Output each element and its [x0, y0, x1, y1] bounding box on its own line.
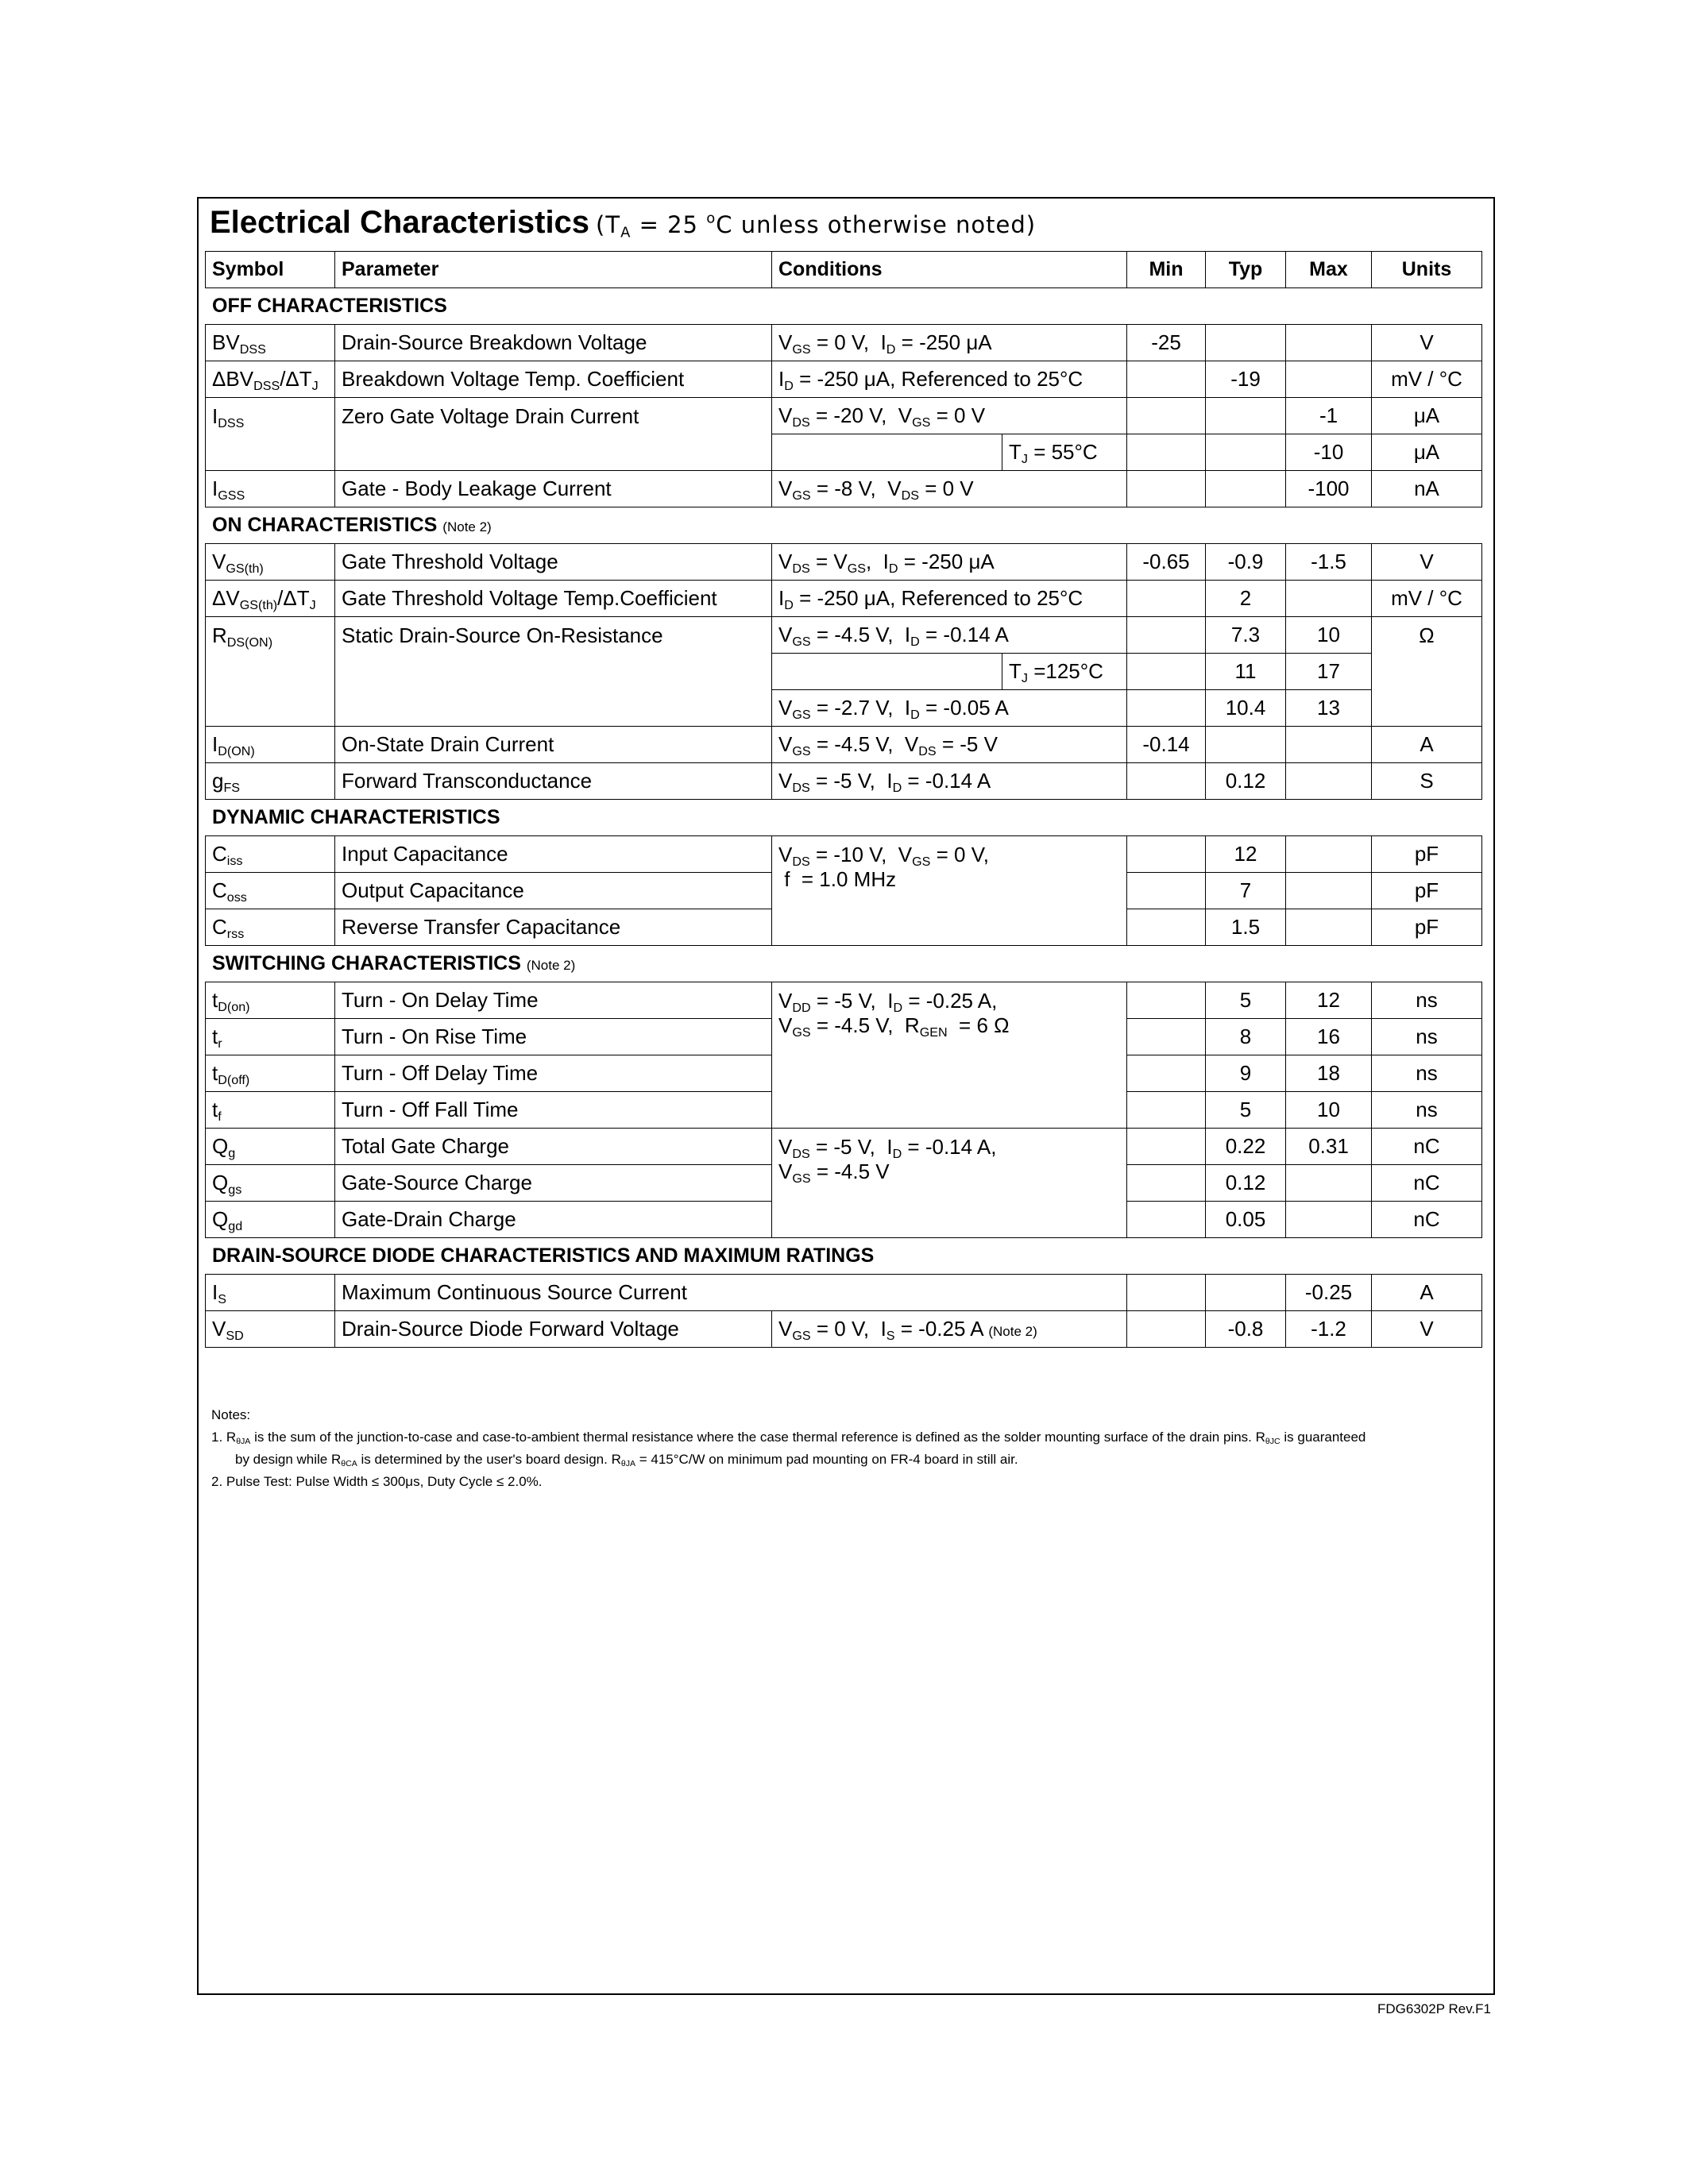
- section-on: ON CHARACTERISTICS (Note 2): [206, 507, 1482, 544]
- parameter-cell: Drain-Source Diode Forward Voltage: [335, 1311, 772, 1348]
- symbol-cell: $\Delta V_{GS(th)}/\Delta T_J$: [206, 581, 335, 617]
- symbol-cell: $I_{GSS}$: [206, 471, 335, 507]
- max-cell: 16: [1286, 1019, 1372, 1055]
- typ-cell: 0.12: [1206, 1165, 1286, 1202]
- max-cell: 10: [1286, 1092, 1372, 1129]
- header-conditions: Conditions: [772, 252, 1127, 288]
- section-switching: SWITCHING CHARACTERISTICS (Note 2): [206, 946, 1482, 982]
- typ-cell: 7.3: [1206, 617, 1286, 654]
- min-cell: -0.65: [1127, 544, 1206, 581]
- units-cell: nC: [1372, 1202, 1482, 1238]
- typ-cell: 0.12: [1206, 763, 1286, 800]
- header-row: [206, 252, 1482, 288]
- condition-cell: $V_{DS} = -5$ V, $I_D = -0.14$ A, $V_{GS} = -4.5$ V: [772, 1129, 1127, 1238]
- condition-cell: $I_D = -250$ μA, Referenced to 25°C: [772, 581, 1127, 617]
- table-row: [206, 398, 1482, 434]
- header-units: Units: [1372, 252, 1482, 288]
- condition-cell: $V_{DS} = -20$ V, $V_{GS} = 0$ V: [772, 398, 1127, 434]
- symbol-cell: $g_{FS}$: [206, 763, 335, 800]
- min-cell: [1127, 1092, 1206, 1129]
- header-parameter: Parameter: [335, 252, 772, 288]
- condition-cell: $T_J = 55^\circ C$: [1002, 434, 1127, 471]
- max-cell: -1.2: [1286, 1311, 1372, 1348]
- max-cell: 10: [1286, 617, 1372, 654]
- symbol-cell: $C_{rss}$: [206, 909, 335, 946]
- units-cell: Ω: [1372, 617, 1482, 727]
- units-cell: ns: [1372, 982, 1482, 1019]
- table-row: [206, 836, 1482, 873]
- units-cell: nC: [1372, 1129, 1482, 1165]
- parameter-cell: Forward Transconductance: [335, 763, 772, 800]
- min-cell: [1127, 361, 1206, 398]
- min-cell: [1127, 617, 1206, 654]
- condition-cell: $V_{GS} = -4.5$ V, $V_{DS} = -5$ V: [772, 727, 1127, 763]
- units-cell: mV / °C: [1372, 361, 1482, 398]
- electrical-characteristics-table: [205, 251, 1482, 1348]
- min-cell: [1127, 690, 1206, 727]
- max-cell: [1286, 763, 1372, 800]
- units-cell: V: [1372, 1311, 1482, 1348]
- typ-cell: 0.22: [1206, 1129, 1286, 1165]
- symbol-cell: $BV_{DSS}$: [206, 325, 335, 361]
- typ-cell: 5: [1206, 1092, 1286, 1129]
- parameter-cell: Static Drain-Source On-Resistance: [335, 617, 772, 727]
- note-2: 2. Pulse Test: Pulse Width ≤ 300μs, Duty Cycle ≤ 2.0%.: [211, 1474, 543, 1489]
- units-cell: V: [1372, 325, 1482, 361]
- table-row: [206, 982, 1482, 1019]
- symbol-cell: $Q_{gd}$: [206, 1202, 335, 1238]
- max-cell: -1.5: [1286, 544, 1372, 581]
- parameter-cell: Drain-Source Breakdown Voltage: [335, 325, 772, 361]
- symbol-cell: $V_{SD}$: [206, 1311, 335, 1348]
- symbol-cell: $t_{D(off)}$: [206, 1055, 335, 1092]
- title-main: Electrical Characteristics: [210, 205, 590, 240]
- units-cell: A: [1372, 727, 1482, 763]
- table-row: [206, 1311, 1482, 1348]
- table-row: [206, 361, 1482, 398]
- min-cell: [1127, 909, 1206, 946]
- symbol-cell: $C_{iss}$: [206, 836, 335, 873]
- max-cell: -10: [1286, 434, 1372, 471]
- min-cell: [1127, 1202, 1206, 1238]
- max-cell: [1286, 909, 1372, 946]
- max-cell: [1286, 727, 1372, 763]
- min-cell: [1127, 471, 1206, 507]
- table-row: [206, 471, 1482, 507]
- min-cell: -0.14: [1127, 727, 1206, 763]
- symbol-cell: $I_S$: [206, 1275, 335, 1311]
- max-cell: [1286, 873, 1372, 909]
- parameter-cell: Breakdown Voltage Temp. Coefficient: [335, 361, 772, 398]
- max-cell: [1286, 581, 1372, 617]
- units-cell: pF: [1372, 909, 1482, 946]
- parameter-cell: Turn - Off Fall Time: [335, 1092, 772, 1129]
- units-cell: ns: [1372, 1092, 1482, 1129]
- table-row: [206, 727, 1482, 763]
- table-row: [206, 1275, 1482, 1311]
- table-row: [206, 544, 1482, 581]
- condition-cell: $V_{DS} = -5$ V, $I_D = -0.14$ A: [772, 763, 1127, 800]
- parameter-cell: Gate - Body Leakage Current: [335, 471, 772, 507]
- condition-cell: $I_D = -250$ μA, Referenced to 25°C: [772, 361, 1127, 398]
- typ-cell: 1.5: [1206, 909, 1286, 946]
- title-conditions: ($T_A = 25$ $^o$C unless otherwise noted): [596, 210, 1037, 241]
- typ-cell: 10.4: [1206, 690, 1286, 727]
- symbol-cell: $Q_{gs}$: [206, 1165, 335, 1202]
- min-cell: [1127, 581, 1206, 617]
- condition-cell: $V_{DS} = -10$ V, $V_{GS} = 0$ V, f = 1.0 MHz: [772, 836, 1127, 946]
- parameter-cell: Gate Threshold Voltage Temp.Coefficient: [335, 581, 772, 617]
- units-cell: pF: [1372, 836, 1482, 873]
- notes-heading: Notes:: [211, 1407, 251, 1422]
- symbol-cell: $I_{D(ON)}$: [206, 727, 335, 763]
- table-row: [206, 1129, 1482, 1165]
- max-cell: 18: [1286, 1055, 1372, 1092]
- symbol-cell: $Q_g$: [206, 1129, 335, 1165]
- condition-blank: [772, 654, 1002, 690]
- footer-part-revision: FDG6302P Rev.F1: [1377, 2001, 1491, 2016]
- max-cell: 0.31: [1286, 1129, 1372, 1165]
- symbol-cell: $V_{GS(th)}$: [206, 544, 335, 581]
- max-cell: -0.25: [1286, 1275, 1372, 1311]
- units-cell: ns: [1372, 1019, 1482, 1055]
- parameter-cell: Input Capacitance: [335, 836, 772, 873]
- units-cell: μA: [1372, 434, 1482, 471]
- units-cell: nA: [1372, 471, 1482, 507]
- units-cell: ns: [1372, 1055, 1482, 1092]
- min-cell: [1127, 873, 1206, 909]
- section-diode: DRAIN-SOURCE DIODE CHARACTERISTICS AND MAXIMUM RATINGS: [206, 1238, 1482, 1275]
- max-cell: 17: [1286, 654, 1372, 690]
- section-off: OFF CHARACTERISTICS: [206, 288, 1482, 325]
- symbol-cell: $I_{DSS}$: [206, 398, 335, 471]
- parameter-cell: Reverse Transfer Capacitance: [335, 909, 772, 946]
- condition-cell: $V_{GS} = -4.5$ V, $I_D = -0.14$ A: [772, 617, 1127, 654]
- section-row: [206, 800, 1482, 836]
- min-cell: [1127, 1129, 1206, 1165]
- min-cell: [1127, 1019, 1206, 1055]
- parameter-cell: Zero Gate Voltage Drain Current: [335, 398, 772, 471]
- note-1-continued: by design while $R_{\theta CA}$ is determined by the user's board design. $R_{\theta JA} = 415^\circ C/W$ on minimum pad mounting on FR-4 board in still air.: [235, 1452, 1018, 1469]
- typ-cell: 8: [1206, 1019, 1286, 1055]
- condition-cell: $V_{GS} = -8$ V, $V_{DS} = 0$ V: [772, 471, 1127, 507]
- min-cell: [1127, 1055, 1206, 1092]
- typ-cell: 5: [1206, 982, 1286, 1019]
- table-row: [206, 325, 1482, 361]
- typ-cell: [1206, 434, 1286, 471]
- table-row: [206, 617, 1482, 654]
- typ-cell: -19: [1206, 361, 1286, 398]
- parameter-cell: Gate Threshold Voltage: [335, 544, 772, 581]
- units-cell: A: [1372, 1275, 1482, 1311]
- section-row: [206, 1238, 1482, 1275]
- parameter-cell: Turn - On Delay Time: [335, 982, 772, 1019]
- min-cell: [1127, 763, 1206, 800]
- typ-cell: [1206, 398, 1286, 434]
- symbol-cell: $\Delta BV_{DSS}/\Delta T_J$: [206, 361, 335, 398]
- parameter-cell: Total Gate Charge: [335, 1129, 772, 1165]
- units-cell: V: [1372, 544, 1482, 581]
- condition-cell: $V_{DS} = V_{GS}$, $I_D = -250$ μA: [772, 544, 1127, 581]
- units-cell: pF: [1372, 873, 1482, 909]
- max-cell: -100: [1286, 471, 1372, 507]
- symbol-cell: $t_r$: [206, 1019, 335, 1055]
- max-cell: [1286, 325, 1372, 361]
- section-title: [210, 205, 1036, 253]
- header-typ: Typ: [1206, 252, 1286, 288]
- units-cell: S: [1372, 763, 1482, 800]
- typ-cell: -0.8: [1206, 1311, 1286, 1348]
- section-dynamic: DYNAMIC CHARACTERISTICS: [206, 800, 1482, 836]
- parameter-cell: Output Capacitance: [335, 873, 772, 909]
- max-cell: -1: [1286, 398, 1372, 434]
- header-min: Min: [1127, 252, 1206, 288]
- condition-cell: $V_{GS} = 0$ V, $I_S = -0.25$ A (Note 2): [772, 1311, 1127, 1348]
- min-cell: [1127, 398, 1206, 434]
- min-cell: [1127, 434, 1206, 471]
- condition-cell: $T_J =125^\circ C$: [1002, 654, 1127, 690]
- typ-cell: [1206, 727, 1286, 763]
- condition-cell: $V_{GS} = -2.7$ V, $I_D = -0.05$ A: [772, 690, 1127, 727]
- parameter-cell: Turn - On Rise Time: [335, 1019, 772, 1055]
- notes: [211, 1404, 1482, 1493]
- header-symbol: Symbol: [206, 252, 335, 288]
- section-row: [206, 946, 1482, 982]
- parameter-cell: Gate-Source Charge: [335, 1165, 772, 1202]
- min-cell: [1127, 836, 1206, 873]
- typ-cell: 12: [1206, 836, 1286, 873]
- parameter-cell: Turn - Off Delay Time: [335, 1055, 772, 1092]
- min-cell: [1127, 1275, 1206, 1311]
- typ-cell: 2: [1206, 581, 1286, 617]
- max-cell: [1286, 1165, 1372, 1202]
- max-cell: 12: [1286, 982, 1372, 1019]
- typ-cell: [1206, 471, 1286, 507]
- condition-cell: $V_{DD} = -5$ V, $I_D = -0.25$ A, $V_{GS} = -4.5$ V, $R_{GEN} = 6$ Ω: [772, 982, 1127, 1129]
- min-cell: -25: [1127, 325, 1206, 361]
- symbol-cell: $C_{oss}$: [206, 873, 335, 909]
- max-cell: [1286, 836, 1372, 873]
- min-cell: [1127, 1311, 1206, 1348]
- symbol-cell: $R_{DS(ON)}$: [206, 617, 335, 727]
- typ-cell: 7: [1206, 873, 1286, 909]
- symbol-cell: $t_f$: [206, 1092, 335, 1129]
- min-cell: [1127, 982, 1206, 1019]
- min-cell: [1127, 1165, 1206, 1202]
- typ-cell: [1206, 1275, 1286, 1311]
- section-row: [206, 288, 1482, 325]
- max-cell: [1286, 1202, 1372, 1238]
- typ-cell: [1206, 325, 1286, 361]
- typ-cell: 9: [1206, 1055, 1286, 1092]
- units-cell: nC: [1372, 1165, 1482, 1202]
- table-row: [206, 763, 1482, 800]
- symbol-cell: $t_{D(on)}$: [206, 982, 335, 1019]
- note-1: 1. $R_{\theta JA}$ is the sum of the junction-to-case and case-to-ambient thermal resistance where the case thermal reference is defined as the solder mounting surface of the drain pins. $R_{\theta JC}$ is guaranteed: [211, 1430, 1366, 1447]
- typ-cell: 0.05: [1206, 1202, 1286, 1238]
- section-row: [206, 507, 1482, 544]
- parameter-cell: Maximum Continuous Source Current: [335, 1275, 1127, 1311]
- condition-blank: [772, 434, 1002, 471]
- typ-cell: 11: [1206, 654, 1286, 690]
- max-cell: [1286, 361, 1372, 398]
- units-cell: mV / °C: [1372, 581, 1482, 617]
- min-cell: [1127, 654, 1206, 690]
- units-cell: μA: [1372, 398, 1482, 434]
- parameter-cell: On-State Drain Current: [335, 727, 772, 763]
- typ-cell: -0.9: [1206, 544, 1286, 581]
- condition-cell: $V_{GS} = 0$ V, $I_D = -250$ μA: [772, 325, 1127, 361]
- header-max: Max: [1286, 252, 1372, 288]
- table-row: [206, 581, 1482, 617]
- parameter-cell: Gate-Drain Charge: [335, 1202, 772, 1238]
- max-cell: 13: [1286, 690, 1372, 727]
